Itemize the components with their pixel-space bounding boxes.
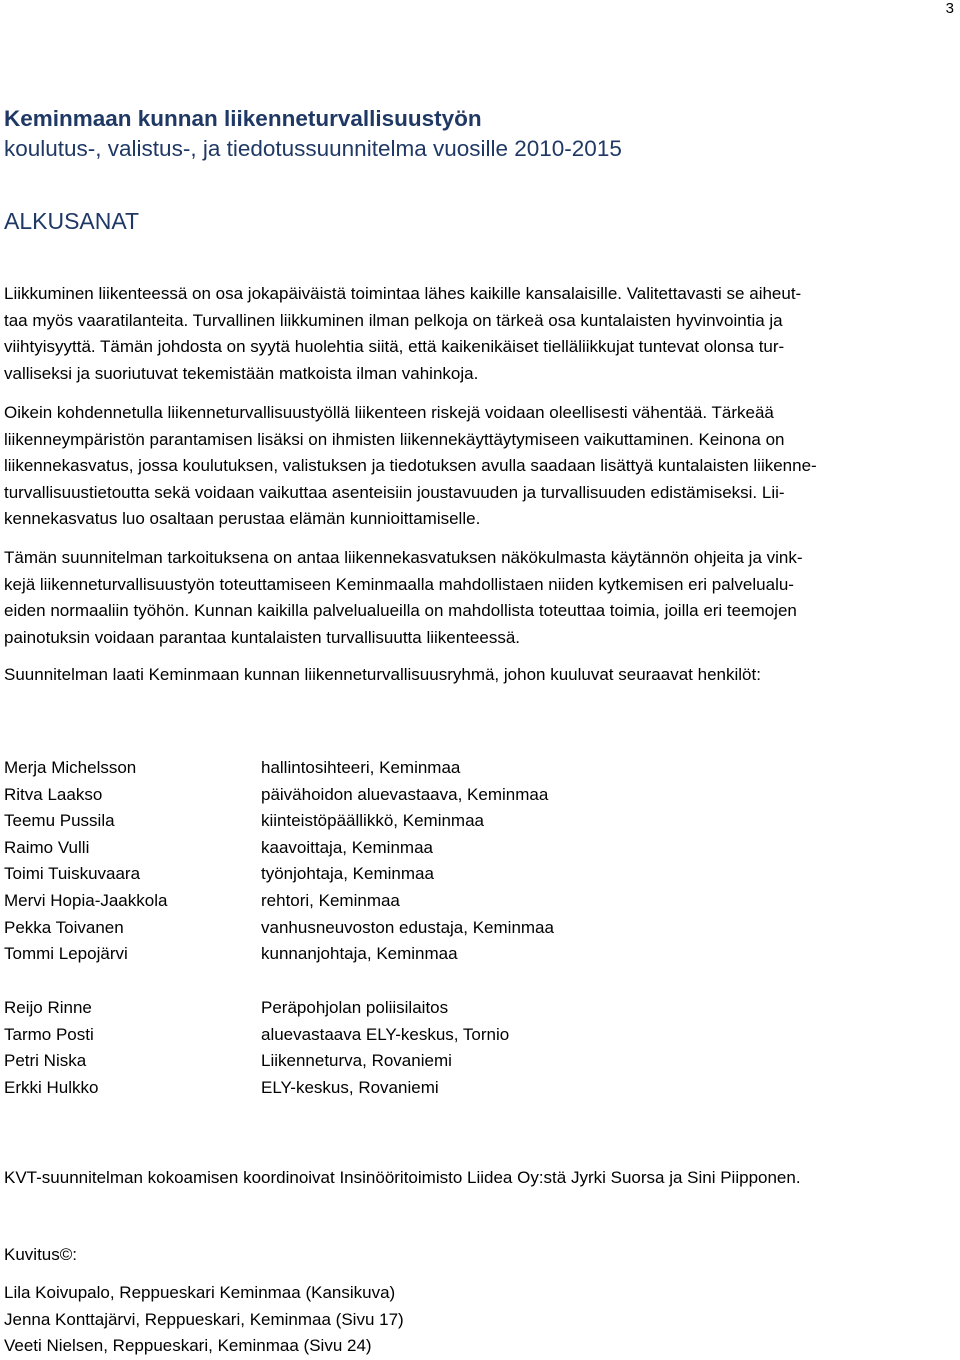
- member-role: rehtori, Keminmaa: [261, 890, 400, 910]
- paragraph-line: liikennekasvatus, jossa koulutuksen, valistuksen ja tiedotuksen avulla saadaan lisättyä kuntalaisten liikenne-: [4, 456, 817, 475]
- member-name: Tarmo Posti: [4, 1024, 94, 1044]
- member-role: päivähoidon aluevastaava, Keminmaa: [261, 784, 549, 804]
- member-role: kiinteistöpäällikkö, Keminmaa: [261, 811, 484, 831]
- member-row: [4, 782, 704, 809]
- paragraph-line: taa myös vaaratilanteita. Turvallinen liikkuminen ilman pelkoja on tärkeä osa kuntalaisten hyvinvointia ja: [4, 310, 783, 330]
- member-name: Petri Niska: [4, 1051, 87, 1071]
- member-row: [4, 1048, 704, 1075]
- member-name: Ritva Laakso: [4, 784, 103, 804]
- illustration-credit: Jenna Konttajärvi, Reppueskari, Keminmaa (Sivu 17): [4, 1309, 404, 1329]
- page-number: 3: [945, 0, 954, 17]
- member-role: kaavoittaja, Keminmaa: [261, 837, 433, 857]
- member-name: Toimi Tuiskuvaara: [4, 864, 141, 884]
- paragraph-3: [4, 545, 956, 651]
- member-name: Erkki Hulkko: [4, 1077, 99, 1097]
- coordination-note: KVT-suunnitelman kokoamisen koordinoivat Insinööritoimisto Liidea Oy:stä Jyrki Suorsa ja Sini Piipponen.: [4, 1168, 801, 1187]
- paragraph-line: Liikkuminen liikenteessä on osa jokapäiväistä toimintaa lähes kaikille kansalaisille. Valitettavasti se aiheut-: [4, 284, 802, 303]
- member-role: työnjohtaja, Keminmaa: [261, 864, 434, 884]
- member-row: [4, 995, 704, 1022]
- member-role: Liikenneturva, Rovaniemi: [261, 1051, 452, 1071]
- member-name: Mervi Hopia-Jaakkola: [4, 890, 168, 910]
- members-list-municipal: [4, 755, 704, 968]
- paragraph-line: liikenneympäristön parantamisen lisäksi on ihmisten liikennekäyttäytymiseen vaikuttaminen. Keinona on: [4, 429, 785, 449]
- illustrations-heading: Kuvitus©:: [4, 1245, 77, 1264]
- section-heading: ALKUSANAT: [4, 208, 140, 234]
- member-row: [4, 888, 704, 915]
- paragraph-2: [4, 400, 956, 533]
- paragraph-line: viihtyisyyttä. Tämän johdosta on syytä huolehtia siitä, että kaikenikäiset tielläliikkujat tuntevat olonsa tur-: [4, 337, 785, 356]
- illustration-credit: Veeti Nielsen, Reppueskari, Keminmaa (Sivu 24): [4, 1336, 372, 1355]
- paragraph-line: painotuksin voidaan parantaa kuntalaisten turvallisuutta liikenteessä.: [4, 627, 520, 647]
- member-role: ELY-keskus, Rovaniemi: [261, 1077, 439, 1097]
- member-row: [4, 808, 704, 835]
- paragraph-line: valliseksi ja suoriutuvat tekemistään matkoista ilman vahinkoja.: [4, 363, 479, 383]
- paragraph-line: Suunnitelman laati Keminmaan kunnan liikenneturvallisuusryhmä, johon kuuluvat seuraavat henkilöt:: [4, 665, 761, 684]
- paragraph-4: [4, 662, 956, 689]
- member-role: hallintosihteeri, Keminmaa: [261, 758, 461, 777]
- member-row: [4, 861, 704, 888]
- member-row: [4, 941, 704, 968]
- paragraph-line: Oikein kohdennetulla liikenneturvallisuustyöllä liikenteen riskejä voidaan oleellisesti vähentää. Tärkeää: [4, 403, 774, 422]
- illustration-credit: Lila Koivupalo, Reppueskari Keminmaa (Kansikuva): [4, 1283, 396, 1302]
- member-name: Tommi Lepojärvi: [4, 944, 128, 964]
- member-row: [4, 915, 704, 942]
- member-name: Raimo Vulli: [4, 837, 90, 857]
- paragraph-line: turvallisuustietoutta sekä voidaan vaikuttaa asenteisiin joustavuuden ja turvallisuuden edistämiseksi. Lii-: [4, 482, 785, 502]
- member-role: aluevastaava ELY-keskus, Tornio: [261, 1024, 510, 1044]
- members-list-external: [4, 995, 704, 1101]
- paragraph-line: Tämän suunnitelman tarkoituksena on antaa liikennekasvatuksen näkökulmasta käytännön ohjeita ja vink-: [4, 548, 803, 567]
- member-name: Teemu Pussila: [4, 811, 115, 831]
- member-name: Pekka Toivanen: [4, 917, 124, 937]
- paragraph-line: kennekasvatus luo osaltaan perustaa elämän kunnioittamiselle.: [4, 509, 481, 528]
- member-row: [4, 755, 704, 782]
- title-line-2: koulutus-, valistus-, ja tiedotussuunnitelma vuosille 2010-2015: [4, 136, 622, 161]
- member-role: Peräpohjolan poliisilaitos: [261, 998, 449, 1017]
- member-row: [4, 835, 704, 862]
- document-title: [4, 104, 944, 164]
- title-line-1: Keminmaan kunnan liikenneturvallisuustyön: [4, 106, 482, 131]
- member-row: [4, 1075, 704, 1102]
- member-role: vanhusneuvoston edustaja, Keminmaa: [261, 917, 554, 937]
- member-role: kunnanjohtaja, Keminmaa: [261, 944, 458, 964]
- paragraph-1: [4, 281, 956, 387]
- paragraph-line: kejä liikenneturvallisuustyön toteuttamiseen Keminmaalla mahdollistaen niiden kytkemisen eri palvelualu-: [4, 574, 794, 594]
- illustrations-credits: [4, 1280, 404, 1360]
- paragraph-line: eiden normaaliin työhön. Kunnan kaikilla palvelualueilla on mahdollista toteuttaa toimia, joilla eri teemojen: [4, 601, 797, 620]
- member-name: Reijo Rinne: [4, 998, 92, 1017]
- member-name: Merja Michelsson: [4, 758, 137, 777]
- member-row: [4, 1022, 704, 1049]
